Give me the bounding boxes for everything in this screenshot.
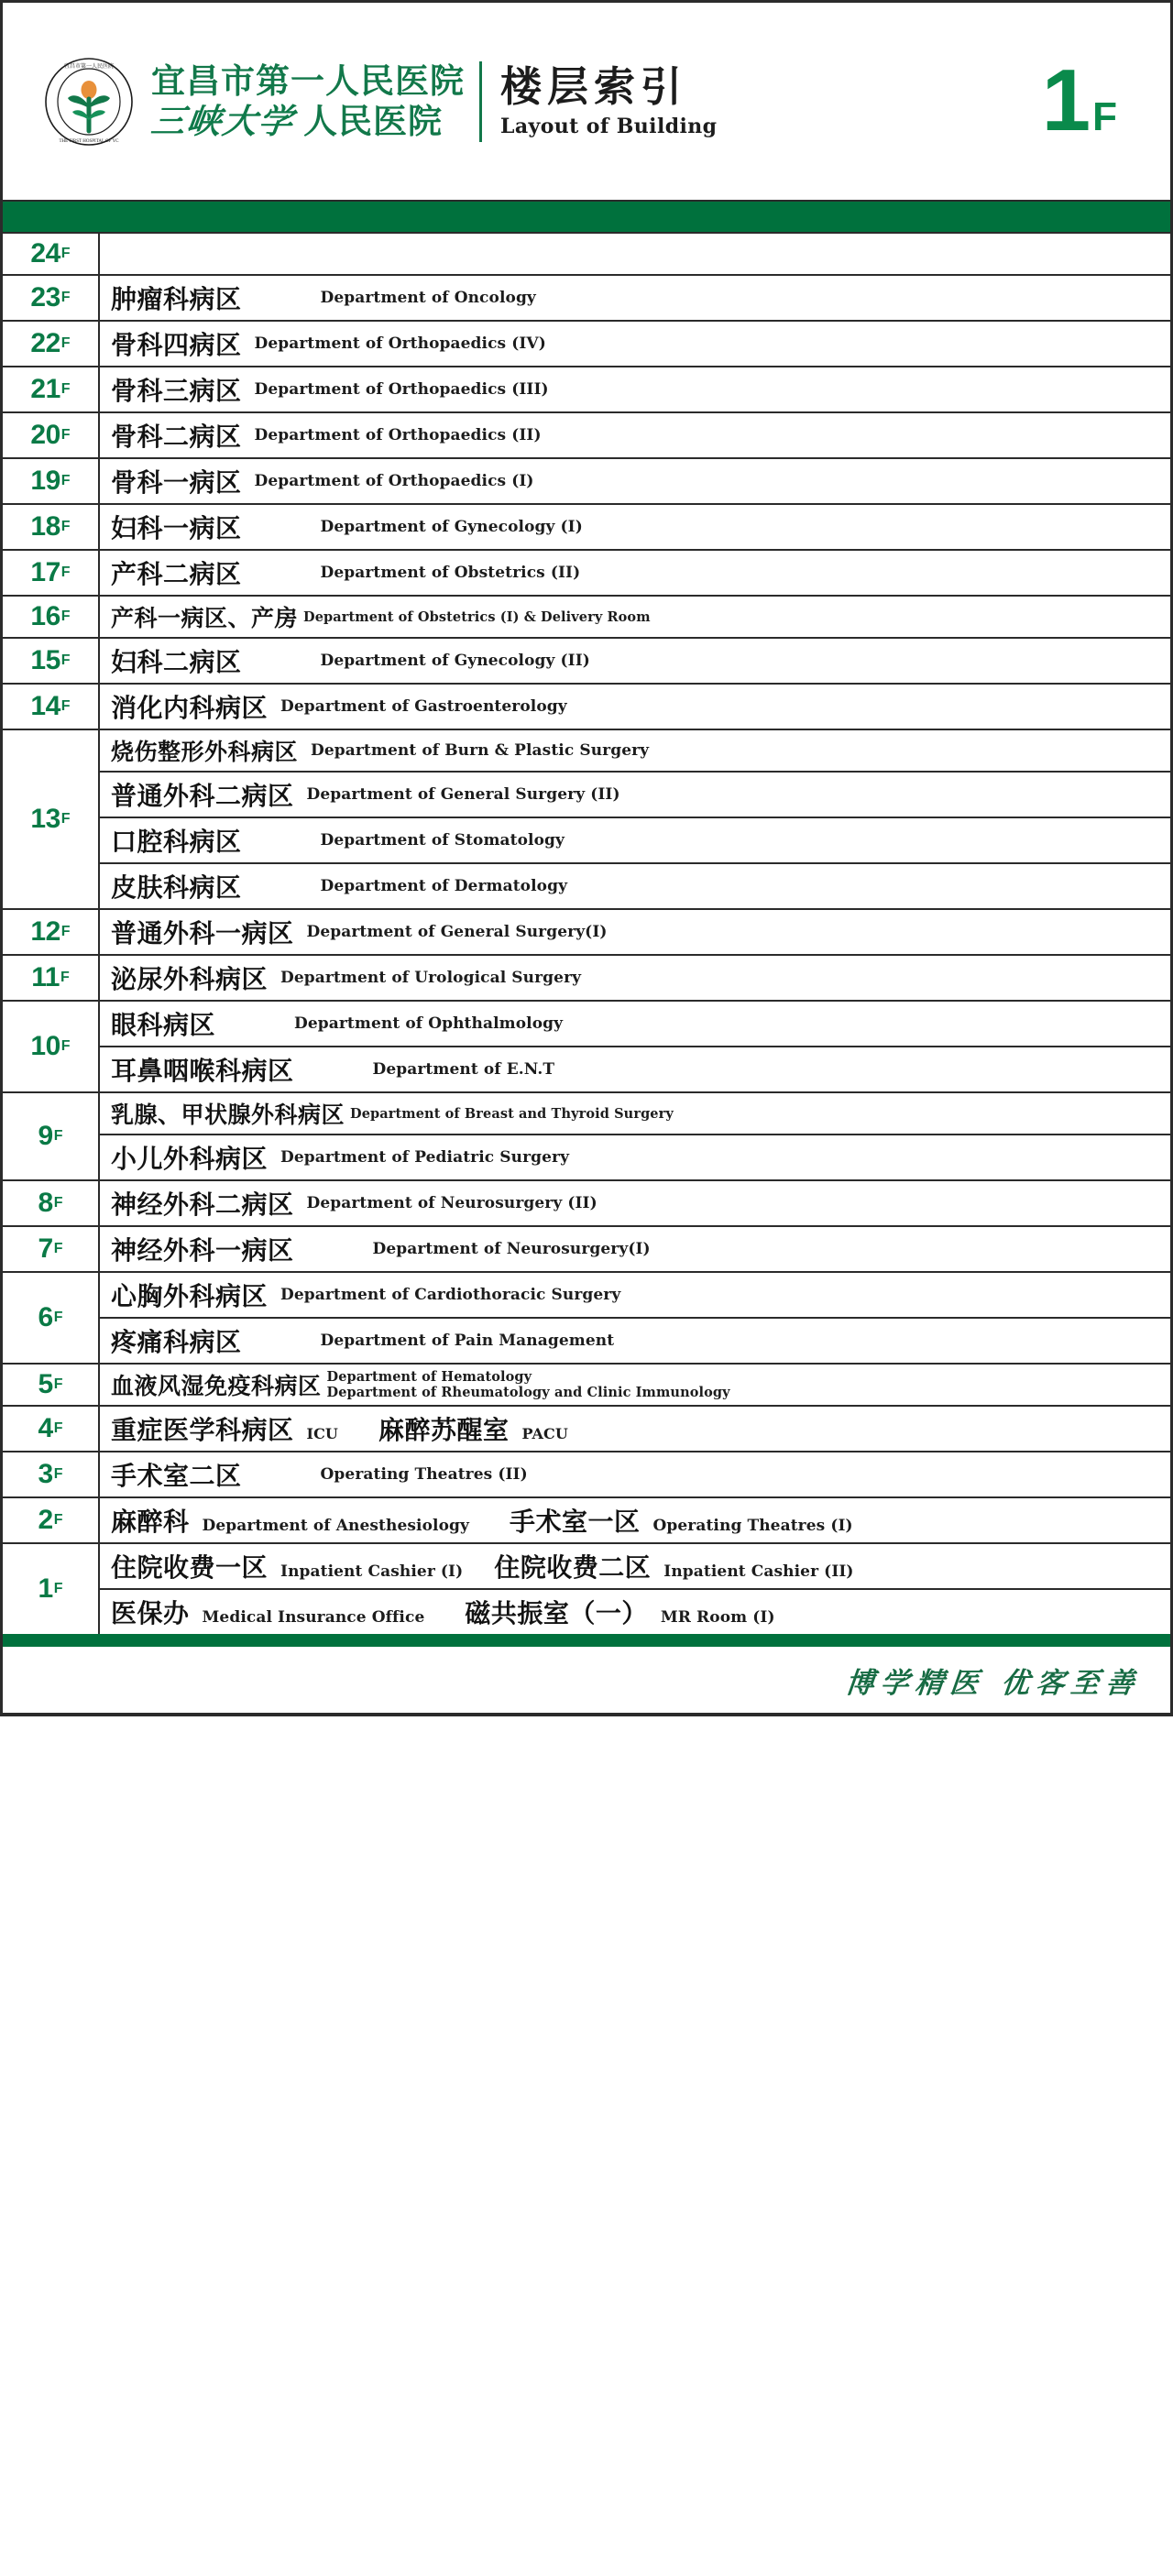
department-name-cn: 耳鼻咽喉科病区 [111, 1056, 294, 1086]
floor-suffix: F [60, 381, 71, 397]
floor-number: 3 [38, 1459, 53, 1489]
department-name-cn: 妇科一病区 [111, 513, 242, 543]
floor-suffix: F [60, 473, 71, 488]
table-row [3, 459, 1170, 505]
department-segment [111, 1594, 424, 1630]
department-name-cn: 骨科四病区 [111, 330, 242, 360]
floor-number: 16 [30, 601, 60, 631]
department-segment [510, 1502, 853, 1539]
department-line [100, 818, 1170, 864]
department-line [100, 1498, 1170, 1542]
floor-number-cell [3, 639, 100, 683]
department-line [100, 1590, 1170, 1634]
floor-number: 15 [30, 645, 60, 675]
department-line [100, 413, 1170, 457]
department-name-en: ICU [306, 1425, 338, 1442]
floor-suffix: F [60, 565, 71, 580]
table-row [3, 505, 1170, 551]
department-name-en: Department of Orthopaedics (III) [254, 380, 549, 399]
department-line [100, 1227, 1170, 1271]
floor-number: 5 [38, 1369, 53, 1399]
hospital-name-line1: 宜昌市第一人民医院 [151, 61, 465, 101]
department-line [100, 773, 1170, 818]
department-segment [378, 1410, 568, 1447]
department-column [100, 910, 1170, 954]
floor-number-cell [3, 1407, 100, 1451]
floor-suffix: F [53, 1466, 63, 1482]
department-name-cn: 麻醉苏醒室 [378, 1415, 510, 1445]
department-name-cn: 口腔科病区 [111, 827, 242, 857]
floor-number: 20 [30, 420, 60, 450]
department-column [100, 1498, 1170, 1542]
board-header [3, 3, 1170, 200]
floor-number: 14 [30, 691, 60, 721]
table-row [3, 597, 1170, 639]
department-line [100, 276, 1170, 320]
department-column [100, 413, 1170, 457]
department-line [100, 685, 1170, 729]
department-name-cn: 普通外科二病区 [111, 781, 294, 811]
floor-number: 2 [38, 1505, 53, 1535]
department-name-cn: 妇科二病区 [111, 647, 242, 677]
hospital-name-peoples-hospital: 人民医院 [303, 102, 443, 141]
table-row [3, 1452, 1170, 1498]
table-row [3, 276, 1170, 322]
floor-number-cell [3, 505, 100, 549]
department-name-en: Inpatient Cashier (I) [280, 1562, 464, 1581]
floor-number-cell [3, 322, 100, 366]
department-name-en: Department of Hematology [326, 1368, 532, 1385]
department-name-cn: 皮肤科病区 [111, 872, 242, 903]
department-name-en: Department of Neurosurgery(I) [372, 1240, 651, 1258]
page-title: 楼层索引 [500, 62, 688, 111]
floor-number: 18 [30, 511, 60, 542]
floor-suffix: F [53, 1420, 63, 1436]
floor-number-cell [3, 956, 100, 1000]
department-name-cn: 烧伤整形外科病区 [111, 739, 299, 765]
department-line [100, 367, 1170, 411]
floor-number-cell [3, 367, 100, 411]
floor-suffix: F [60, 519, 71, 534]
department-name-en: Department of Gynecology (II) [320, 652, 590, 670]
department-name-cn: 心胸外科病区 [111, 1281, 269, 1311]
department-line [100, 505, 1170, 549]
department-name-en: Department of Obstetrics (I) & Delivery Room [303, 608, 651, 625]
department-column [100, 730, 1170, 908]
floor-suffix: F [53, 1128, 63, 1144]
department-name-en: Department of E.N.T [372, 1060, 555, 1079]
floor-suffix: F [60, 290, 71, 305]
department-name-cn: 小儿外科病区 [111, 1144, 269, 1174]
department-name-en: Department of General Surgery (II) [306, 785, 620, 804]
department-line [100, 1093, 1170, 1135]
table-row [3, 1002, 1170, 1093]
department-column [100, 234, 1170, 274]
department-line [100, 597, 1170, 637]
header-green-bar [3, 200, 1170, 232]
hospital-name-block [148, 61, 465, 141]
department-line [100, 1002, 1170, 1047]
department-name-en: Medical Insurance Office [202, 1608, 425, 1627]
floor-table [3, 232, 1170, 1634]
department-line [100, 956, 1170, 1000]
department-line [100, 459, 1170, 503]
floor-number: 8 [38, 1188, 53, 1218]
floor-number: 7 [38, 1233, 53, 1264]
department-line [100, 1452, 1170, 1496]
department-name-cn: 神经外科二病区 [111, 1189, 294, 1220]
department-name-en: Department of Gastroenterology [280, 697, 567, 716]
department-name-en: Department of Orthopaedics (I) [254, 472, 534, 490]
svg-text:宜昌市第一人民医院: 宜昌市第一人民医院 [63, 62, 115, 70]
department-line [100, 1544, 1170, 1590]
floor-number-cell [3, 551, 100, 595]
floor-suffix: F [53, 1241, 63, 1256]
floor-number-cell [3, 1093, 100, 1179]
department-column [100, 1002, 1170, 1091]
department-name-cn: 磁共振室（一） [465, 1598, 648, 1628]
department-name-cn: 肿瘤科病区 [111, 284, 242, 314]
floor-number: 10 [30, 1031, 60, 1061]
floor-suffix: F [60, 427, 71, 443]
floor-number-cell [3, 1498, 100, 1542]
department-column [100, 1365, 1170, 1405]
floor-number: 9 [38, 1121, 53, 1151]
table-row [3, 1273, 1170, 1365]
table-row [3, 1365, 1170, 1407]
department-column [100, 639, 1170, 683]
floor-number-cell [3, 1181, 100, 1225]
floor-number: 17 [30, 557, 60, 587]
department-name-en: Department of Anesthesiology [202, 1517, 469, 1535]
department-column [100, 1544, 1170, 1634]
department-line [100, 910, 1170, 954]
department-name-cn: 眼科病区 [111, 1010, 216, 1040]
table-row [3, 234, 1170, 276]
department-line [100, 234, 1170, 274]
department-name-cn: 产科一病区、产房 [111, 605, 299, 631]
department-line [100, 639, 1170, 683]
floor-number-cell [3, 730, 100, 908]
department-name-cn: 手术室二区 [111, 1461, 242, 1491]
floor-number-cell [3, 1452, 100, 1496]
current-floor-suffix: F [1092, 93, 1117, 139]
current-floor-number: 1 [1041, 50, 1091, 149]
department-line [100, 1181, 1170, 1225]
floor-number-cell [3, 1002, 100, 1091]
department-line [100, 1365, 1170, 1405]
department-name-cn: 麻醉科 [111, 1507, 190, 1537]
floor-suffix: F [60, 335, 71, 351]
floor-number-cell [3, 276, 100, 320]
board-footer [3, 1647, 1170, 1713]
department-name-cn: 消化内科病区 [111, 693, 269, 723]
floor-suffix: F [60, 924, 71, 939]
department-column [100, 276, 1170, 320]
department-column [100, 1093, 1170, 1179]
department-name-cn: 产科二病区 [111, 559, 242, 589]
department-column [100, 322, 1170, 366]
department-column [100, 367, 1170, 411]
current-floor-badge [1041, 50, 1134, 149]
department-line [100, 1273, 1170, 1319]
department-column [100, 597, 1170, 637]
department-name-en: Department of General Surgery(I) [306, 923, 608, 941]
floor-number: 4 [38, 1413, 53, 1443]
table-row [3, 730, 1170, 910]
department-name-en: Department of Dermatology [320, 877, 568, 895]
table-row [3, 910, 1170, 956]
floor-suffix: F [53, 1376, 63, 1392]
department-segment [111, 1410, 338, 1447]
department-name-en: Department of Orthopaedics (IV) [254, 334, 546, 353]
department-column [100, 505, 1170, 549]
department-segment [111, 1502, 469, 1539]
department-name-en: Department of Neurosurgery (II) [306, 1194, 597, 1212]
department-name-en: Department of Urological Surgery [280, 969, 582, 987]
department-line [100, 1047, 1170, 1091]
department-column [100, 956, 1170, 1000]
department-line [100, 1407, 1170, 1451]
department-name-cn: 住院收费一区 [111, 1552, 269, 1583]
table-row [3, 956, 1170, 1002]
department-column [100, 1407, 1170, 1451]
department-name-cn: 神经外科一病区 [111, 1235, 294, 1266]
department-column [100, 1273, 1170, 1363]
floor-number-cell [3, 1273, 100, 1363]
department-name-cn: 骨科二病区 [111, 422, 242, 452]
table-row [3, 685, 1170, 730]
floor-suffix: F [53, 1512, 63, 1528]
floor-suffix: F [60, 970, 70, 985]
department-column [100, 685, 1170, 729]
floor-suffix: F [53, 1310, 63, 1325]
department-name-en: Department of Obstetrics (II) [320, 564, 581, 582]
floor-suffix: F [60, 811, 71, 827]
svg-text:THE FIRST HOSPITAL OF YC: THE FIRST HOSPITAL OF YC [59, 138, 119, 144]
department-line [100, 1135, 1170, 1179]
department-name-en: PACU [521, 1425, 568, 1442]
department-name-cn: 重症医学科病区 [111, 1415, 294, 1445]
floor-number: 24 [30, 238, 60, 269]
floor-suffix: F [60, 608, 71, 624]
floor-number-cell [3, 234, 100, 274]
table-row [3, 322, 1170, 367]
department-line [100, 551, 1170, 595]
floor-suffix: F [60, 246, 71, 261]
header-divider [479, 61, 482, 142]
department-name-cn: 血液风湿免疫科病区 [111, 1373, 322, 1399]
department-line [100, 864, 1170, 908]
department-name-en: Department of Oncology [320, 289, 536, 307]
page-title-en: Layout of Building [500, 115, 718, 138]
floor-number: 22 [30, 328, 60, 358]
department-name-en: Department of Orthopaedics (II) [254, 426, 542, 444]
table-row [3, 639, 1170, 685]
department-name-en: Department of Burn & Plastic Surgery [311, 741, 650, 760]
floor-number: 13 [30, 804, 60, 834]
table-row [3, 1544, 1170, 1634]
department-name-en: Department of Cardiothoracic Surgery [280, 1286, 621, 1304]
table-row [3, 413, 1170, 459]
department-name-en: Department of Pain Management [320, 1332, 615, 1350]
department-name-cn: 住院收费二区 [494, 1552, 652, 1583]
department-name-en: MR Room (I) [660, 1608, 775, 1627]
floor-number: 21 [30, 374, 60, 404]
floor-number-cell [3, 597, 100, 637]
hospital-slogan: 博学精医 优客至善 [843, 1666, 1143, 1700]
floor-suffix: F [60, 1038, 71, 1054]
hospital-tulip-seal-logo-icon [43, 56, 135, 148]
department-name-cn: 疼痛科病区 [111, 1327, 242, 1357]
department-name-en: Department of Stomatology [320, 831, 565, 850]
department-name-en: Operating Theatres (I) [652, 1517, 853, 1535]
floor-number: 19 [30, 466, 60, 496]
department-column [100, 551, 1170, 595]
floor-number-cell [3, 413, 100, 457]
department-column [100, 459, 1170, 503]
floor-number-cell [3, 459, 100, 503]
department-name-en-secondary: Department of Rheumatology and Clinic Immunology [326, 1385, 730, 1400]
hospital-name-line2 [148, 101, 465, 141]
department-name-cn: 泌尿外科病区 [111, 964, 269, 994]
department-name-en: Department of Ophthalmology [294, 1014, 564, 1033]
department-segment [494, 1548, 853, 1584]
table-row [3, 367, 1170, 413]
floor-number-cell [3, 1227, 100, 1271]
floor-number: 23 [30, 282, 60, 312]
floor-number-cell [3, 910, 100, 954]
floor-suffix: F [53, 1581, 63, 1596]
department-name-cn: 骨科三病区 [111, 376, 242, 406]
table-row [3, 551, 1170, 597]
department-segment [465, 1594, 774, 1630]
department-name-cn: 骨科一病区 [111, 467, 242, 498]
table-row [3, 1093, 1170, 1181]
table-row [3, 1498, 1170, 1544]
table-row [3, 1181, 1170, 1227]
department-column [100, 1452, 1170, 1496]
floor-suffix: F [60, 698, 71, 714]
department-name-en: Department of Gynecology (I) [320, 518, 583, 536]
department-name-en: Department of Breast and Thyroid Surgery [350, 1105, 674, 1122]
floor-suffix: F [60, 652, 71, 668]
floor-number-cell [3, 1544, 100, 1634]
hospital-name-university: 三峡大学 [148, 101, 297, 141]
department-column [100, 1227, 1170, 1271]
table-row [3, 1227, 1170, 1273]
board-title-block [500, 62, 718, 138]
department-line [100, 730, 1170, 773]
department-column [100, 1181, 1170, 1225]
department-name-en: Department of Pediatric Surgery [280, 1148, 570, 1167]
floor-number: 1 [38, 1573, 53, 1604]
floor-number: 6 [38, 1302, 53, 1332]
floor-suffix: F [53, 1195, 63, 1211]
department-name-en: Operating Theatres (II) [320, 1465, 528, 1484]
department-name-cn: 手术室一区 [509, 1507, 641, 1537]
department-name-cn: 医保办 [111, 1598, 190, 1628]
floor-number-cell [3, 1365, 100, 1405]
floor-number-cell [3, 685, 100, 729]
department-name-en: Inpatient Cashier (II) [663, 1562, 854, 1581]
department-name-en-stack [327, 1369, 730, 1400]
footer-green-bar [3, 1634, 1170, 1647]
department-name-cn: 普通外科一病区 [111, 918, 294, 948]
department-line [100, 1319, 1170, 1363]
department-name-cn: 乳腺、甲状腺外科病区 [111, 1102, 345, 1128]
hospital-logo [43, 56, 135, 148]
floor-number: 12 [30, 916, 60, 947]
department-line [100, 322, 1170, 366]
table-row [3, 1407, 1170, 1452]
floor-number: 11 [31, 962, 60, 992]
department-segment [111, 1548, 463, 1584]
